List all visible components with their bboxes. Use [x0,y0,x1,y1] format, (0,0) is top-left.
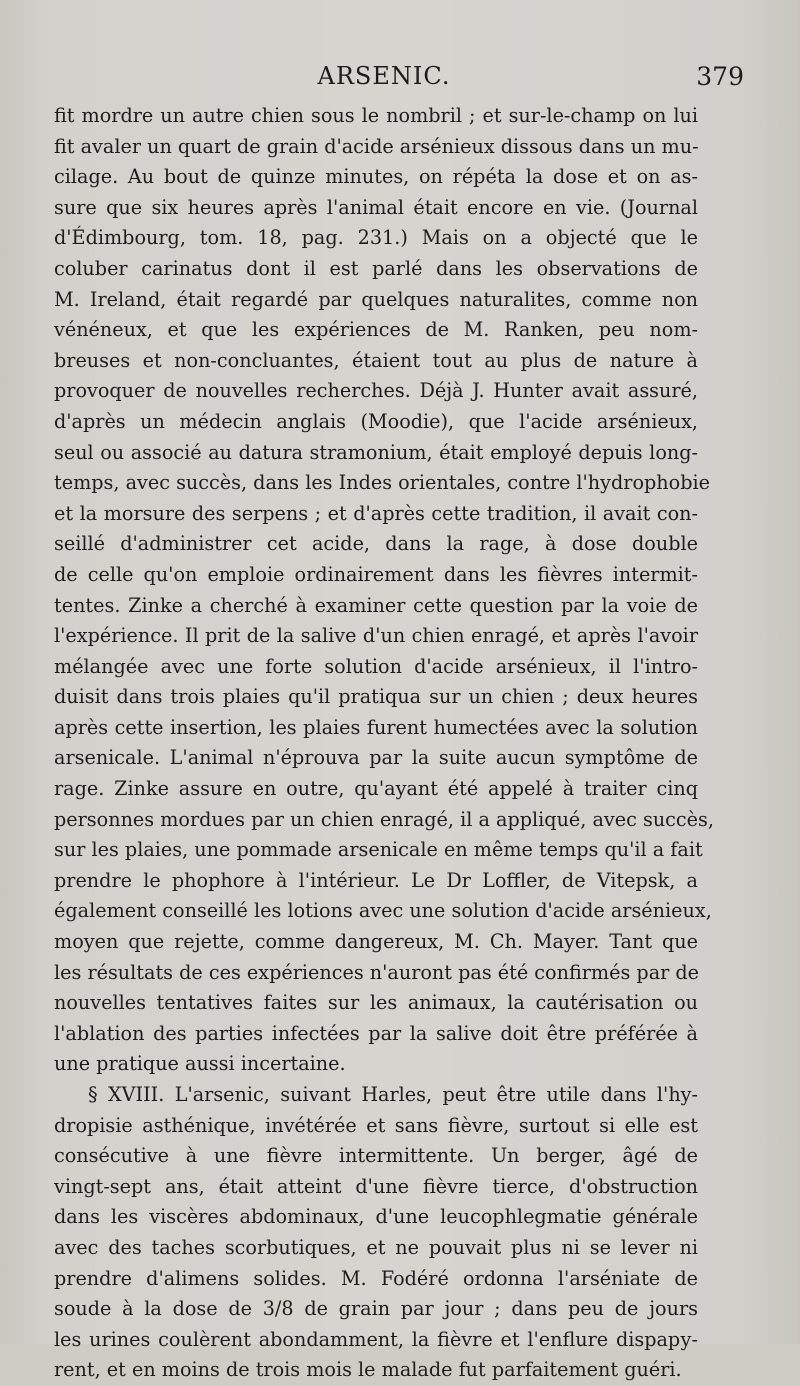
paragraph-end-line: rent, et en moins de trois mois le malade fut parfaitement guéri. [54,1358,682,1382]
text-line: nouvelles tentatives faites sur les animaux, la cautérisation ou [54,991,698,1015]
text-line: M. Ireland, était regardé par quelques naturalites, comme non [54,287,698,311]
body-text [54,101,714,1386]
text-line: provoquer de nouvelles recherches. Déjà J. Hunter avait assuré, [54,379,698,403]
text-line: consécutive à une fièvre intermittente. Un berger, âgé de [54,1144,698,1168]
text-line: et la morsure des serpens ; et d'après cette tradition, il avait con- [54,501,698,525]
text-line: cilage. Au bout de quinze minutes, on répéta la dose et on as- [54,165,698,189]
text-line: coluber carinatus dont il est parlé dans les observations de [54,256,698,280]
text-line: fit mordre un autre chien sous le nombril ; et sur-le-champ on lui [54,104,698,127]
text-line: d'Édimbourg, tom. 18, pag. 231.) Mais on a objecté que le [54,226,698,250]
text-line: après cette insertion, les plaies furent humectées avec la solution [54,715,698,739]
text-line: mélangée avec une forte solution d'acide arsénieux, il l'intro- [54,654,698,678]
section-heading-line: § XVIII. L'arsenic, suivant Harles, peut être utile dans l'hy- [88,1083,698,1106]
text-line: seul ou associé au datura stramonium, était employé depuis long- [54,440,698,464]
text-line: l'expérience. Il prit de la salive d'un chien enragé, et après l'avoir [54,624,698,648]
text-line: sur les plaies, une pommade arsenicale en même temps qu'il a fait [54,838,703,862]
text-line: l'ablation des parties infectées par la salive doit être préférée à [54,1021,698,1045]
paragraph-end-line: une pratique aussi incertaine. [54,1052,346,1076]
text-line: tentes. Zinke a cherché à examiner cette question par la voie de [54,593,698,617]
text-line: rage. Zinke assure en outre, qu'ayant été appelé à traiter cinq [54,777,698,801]
text-line: également conseillé les lotions avec une solution d'acide arsénieux, [54,899,712,923]
text-line: vénéneux, et que les expériences de M. Ranken, peu nom- [54,318,698,342]
text-line: avec des taches scorbutiques, et ne pouvait plus ni se lever ni [54,1235,698,1259]
text-line: breuses et non-concluantes, étaient tout au plus de nature à [54,348,698,372]
text-line: vingt-sept ans, était atteint d'une fièvre tierce, d'obstruction [54,1174,698,1198]
text-line: d'après un médecin anglais (Moodie), que l'acide arsénieux, [54,409,698,433]
text-line: soude à la dose de 3/8 de grain par jour ; dans peu de jours [54,1297,698,1321]
text-line: sure que six heures après l'animal était encore en vie. (Journal [54,195,698,219]
text-line: prendre le phophore à l'intérieur. Le Dr Loffler, de Vitepsk, a [54,868,698,892]
text-line: de celle qu'on emploie ordinairement dans les fièvres intermit- [54,562,698,586]
text-line: moyen que rejette, comme dangereux, M. Ch. Mayer. Tant que [54,930,698,954]
text-line: les urines coulèrent abondamment, la fièvre et l'enflure dispару- [54,1327,698,1351]
text-line: temps, avec succès, dans les Indes orientales, contre l'hydrophobie [54,471,710,495]
text-line: duisit dans trois plaies qu'il pratiqua sur un chien ; deux heures [54,685,698,709]
text-line: seillé d'administrer cet acide, dans la rage, à dose double [54,532,698,556]
text-line: fit avaler un quart de grain d'acide arsénieux dissous dans un mu- [54,134,699,158]
text-line: dropisie asthénique, invétérée et sans fièvre, surtout si elle est [54,1113,698,1137]
text-line: prendre d'alimens solides. M. Fodéré ordonna l'arséniate de [54,1266,698,1290]
text-line: arsenicale. L'animal n'éprouva par la suite aucun symptôme de [54,746,698,770]
page-header [54,62,744,96]
running-title: ARSENIC. [317,62,451,90]
text-line: les résultats de ces expériences n'auront pas été confirmés par de [54,960,700,984]
text-line: dans les viscères abdominaux, d'une leucophlegmatie générale [54,1205,698,1229]
text-line: personnes mordues par un chien enragé, il a appliqué, avec succès, [54,807,714,831]
page-number: 379 [696,62,744,91]
